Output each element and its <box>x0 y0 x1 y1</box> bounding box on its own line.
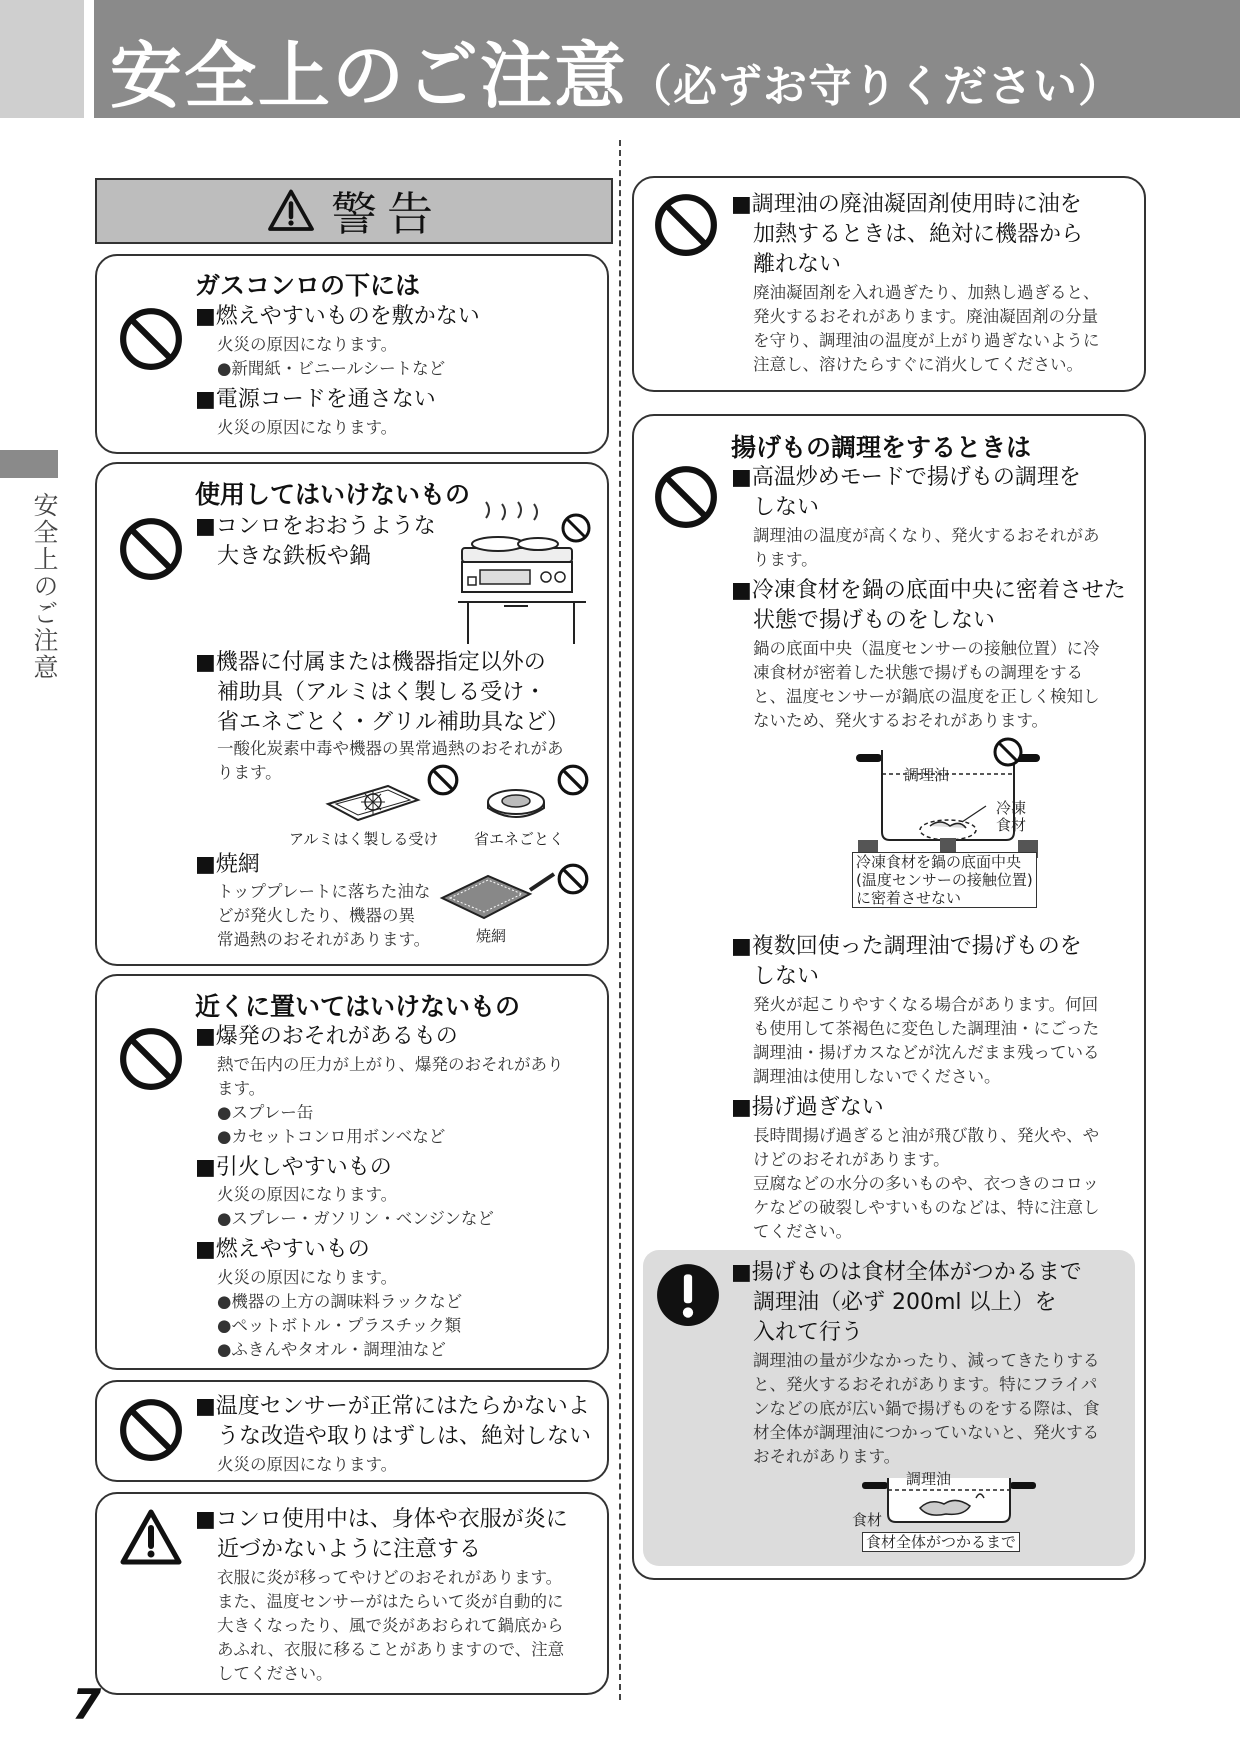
warning-label: 警告 <box>331 187 443 241</box>
item-heading: 状態で揚げものをしない <box>753 608 996 633</box>
item-text: 調理油の量が少なかったり、減ってきたりする <box>753 1351 1100 1370</box>
item-text: 衣服に炎が移ってやけどのおそれがあります。 <box>217 1568 563 1587</box>
item-text: おそれがあります。 <box>753 1447 901 1466</box>
item-text: 発火が起こりやすくなる場合があります。何回 <box>753 995 1099 1014</box>
item-text: 調理油は使用しないでください。 <box>753 1067 1001 1086</box>
item-heading: 調理油（必ず 200ml 以上）を <box>753 1290 1057 1315</box>
warning-triangle-icon <box>265 187 317 235</box>
page-number: 7 <box>72 1680 102 1729</box>
prohibition-icon <box>118 1026 184 1092</box>
item-heading: 入れて行う <box>753 1320 864 1345</box>
item-heading: 近づかないように注意する <box>217 1537 482 1562</box>
item-heading: ■複数回使った調理油で揚げものを <box>731 934 1082 959</box>
item-heading: ■焼網 <box>195 852 260 877</box>
item-heading: 加熱するときは、絶対に機器から <box>753 222 1084 247</box>
item-text: 火災の原因になります。 <box>217 1268 398 1287</box>
figure-label: 冷凍 <box>996 799 1027 817</box>
item-text: 長時間揚げ過ぎると油が飛び散り、発火や、や <box>753 1126 1100 1145</box>
figure-label: 食材 <box>996 816 1027 834</box>
prohibition-small-icon <box>556 763 590 797</box>
mandatory-action-icon <box>655 1262 721 1328</box>
caution-triangle-icon <box>118 1506 184 1570</box>
box-title: 使用してはいけないもの <box>195 480 471 509</box>
side-tab-marker <box>0 450 58 478</box>
item-text: 火災の原因になります。 <box>217 1185 398 1204</box>
item-heading: ■揚げものは食材全体がつかるまで <box>731 1260 1082 1285</box>
item-heading: ■調理油の廃油凝固剤使用時に油を <box>731 192 1082 217</box>
item-text: 材全体が調理油につかっていないと、発火する <box>753 1423 1100 1442</box>
item-text: 火災の原因になります。 <box>217 1455 398 1474</box>
item-text: 大きくなったり、風で炎があおられて鍋底から <box>217 1616 564 1635</box>
item-heading: ■燃えやすいものを敷かない <box>195 304 480 329</box>
item-text: てください。 <box>753 1222 852 1241</box>
item-heading: しない <box>753 495 820 520</box>
prohibition-icon <box>118 516 184 582</box>
item-text: 常過熱のおそれがあります。 <box>217 930 431 949</box>
item-heading: 大きな鉄板や鍋 <box>217 544 372 569</box>
figure-label: 省エネごとく <box>474 830 565 848</box>
item-text: どが発火したり、機器の異 <box>217 906 415 925</box>
item-heading: ■電源コードを通さない <box>195 387 436 412</box>
item-text: 鍋の底面中央（温度センサーの接触位置）に冷 <box>753 639 1100 658</box>
item-text: ●スプレー・ガソリン・ベンジンなど <box>217 1209 494 1228</box>
header-left-block <box>0 0 84 118</box>
grill-net-illustration <box>438 866 558 924</box>
figure-caption: (温度センサーの接触位置) <box>856 871 1033 889</box>
item-text: 発火するおそれがあります。廃油凝固剤の分量 <box>753 307 1099 326</box>
prohibition-small-icon <box>560 512 592 544</box>
item-text: 火災の原因になります。 <box>217 335 398 354</box>
item-text: ります。 <box>753 550 818 569</box>
item-text: を守り、調理油の温度が上がり過ぎないように <box>753 331 1100 350</box>
figure-label: 調理油 <box>904 766 950 784</box>
item-heading: ■爆発のおそれがあるもの <box>195 1024 458 1049</box>
figure-caption: 冷凍食材を鍋の底面中央 <box>856 853 1022 871</box>
box-title: ガスコンロの下には <box>195 271 421 300</box>
item-heading: 省エネごとく・グリル補助具など） <box>217 710 570 735</box>
item-heading: ■揚げ過ぎない <box>731 1095 884 1120</box>
box-title: 揚げもの調理をするときは <box>731 433 1032 462</box>
item-text: ●ペットボトル・プラスチック類 <box>217 1316 462 1335</box>
item-heading: ■引火しやすいもの <box>195 1155 392 1180</box>
item-heading: ■機器に付属または機器指定以外の <box>195 650 546 675</box>
item-text: 注意し、溶けたらすぐに消火してください。 <box>753 355 1083 374</box>
item-text: ●カセットコンロ用ボンベなど <box>217 1127 446 1146</box>
figure-label: 食材 <box>852 1511 883 1529</box>
item-heading: ■高温炒めモードで揚げもの調理を <box>731 465 1081 490</box>
figure-caption: に密着させない <box>856 889 962 907</box>
item-text: と、温度センサーが鍋底の温度を正しく検知し <box>753 687 1100 706</box>
figure-caption: 食材全体がつかるまで <box>862 1532 1020 1552</box>
item-text: 一酸化炭素中毒や機器の異常過熱のおそれがあ <box>217 739 564 758</box>
item-heading: ■コンロをおおうような <box>195 514 436 539</box>
item-text: と、発火するおそれがあります。特にフライパ <box>753 1375 1098 1394</box>
prohibition-small-icon <box>992 736 1024 768</box>
item-text: ●新聞紙・ビニールシートなど <box>217 359 446 378</box>
prohibition-icon <box>118 306 184 372</box>
item-text: 凍食材が密着した状態で揚げもの調理をする <box>753 663 1083 682</box>
item-heading: うな改造や取りはずしは、絶対しない <box>217 1424 592 1449</box>
item-heading: ■燃えやすいもの <box>195 1237 370 1262</box>
item-text: ます。 <box>217 1079 266 1098</box>
item-text: あふれ、衣服に移ることがありますので、注意 <box>217 1640 565 1659</box>
item-text: 火災の原因になります。 <box>217 418 398 437</box>
figure-label: 調理油 <box>906 1470 952 1488</box>
figure-label: 焼網 <box>476 927 507 945</box>
item-text: ●ふきんやタオル・調理油など <box>217 1340 446 1359</box>
prohibition-small-icon <box>426 763 460 797</box>
figure-caption-box <box>852 852 1037 908</box>
item-heading: ■温度センサーが正常にはたらかないよ <box>195 1394 590 1419</box>
prohibition-icon <box>118 1397 184 1463</box>
side-label: 安全上のご注意 <box>30 492 59 681</box>
prohibition-icon <box>653 192 719 258</box>
item-heading: 補助具（アルミはく製しる受け・ <box>217 680 547 705</box>
item-text: 豆腐などの水分の多いものや、衣つきのコロッ <box>753 1174 1099 1193</box>
item-heading: しない <box>753 964 820 989</box>
item-text: してください。 <box>217 1664 333 1683</box>
item-text: ンなどの底が広い鍋で揚げものをする際は、食 <box>753 1399 1100 1418</box>
item-text: けどのおそれがあります。 <box>753 1150 950 1169</box>
box-title: 近くに置いてはいけないもの <box>195 992 521 1021</box>
item-text: ないため、発火するおそれがあります。 <box>753 711 1049 730</box>
item-text: ケなどの破裂しやすいものなどは、特に注意し <box>753 1198 1100 1217</box>
page-title: 安全上のご注意（必ずお守りください） <box>110 34 1124 118</box>
item-heading: 離れない <box>753 252 842 277</box>
item-text: 調理油の温度が高くなり、発火するおそれがあ <box>753 526 1100 545</box>
prohibition-icon <box>653 464 719 530</box>
item-text: 廃油凝固剤を入れ過ぎたり、加熱し過ぎると、 <box>753 283 1100 302</box>
energy-saving-trivet-illustration <box>484 784 548 822</box>
item-text: トッププレートに落ちた油な <box>217 882 431 901</box>
item-text: ります。 <box>217 763 282 782</box>
item-text: 調理油・揚げカスなどが沈んだまま残っている <box>753 1043 1100 1062</box>
item-text: また、温度センサーがはたらいて炎が自動的に <box>217 1592 564 1611</box>
item-text: ●スプレー缶 <box>217 1103 314 1122</box>
item-text: も使用して茶褐色に変色した調理油・にごった <box>753 1019 1100 1038</box>
aluminum-drip-tray-illustration <box>318 782 424 824</box>
page-subtitle: （必ずお守りください） <box>628 61 1124 112</box>
figure-label: アルミはく製しる受け <box>289 830 439 848</box>
warning-banner <box>95 178 613 244</box>
item-heading: ■冷凍食材を鍋の底面中央に密着させた <box>731 578 1126 603</box>
item-heading: ■コンロ使用中は、身体や衣服が炎に <box>195 1507 568 1532</box>
item-text: ●機器の上方の調味料ラックなど <box>217 1292 463 1311</box>
column-divider <box>619 140 621 1700</box>
prohibition-small-icon <box>556 862 590 896</box>
item-text: 熱で缶内の圧力が上がり、爆発のおそれがあり <box>217 1055 564 1074</box>
